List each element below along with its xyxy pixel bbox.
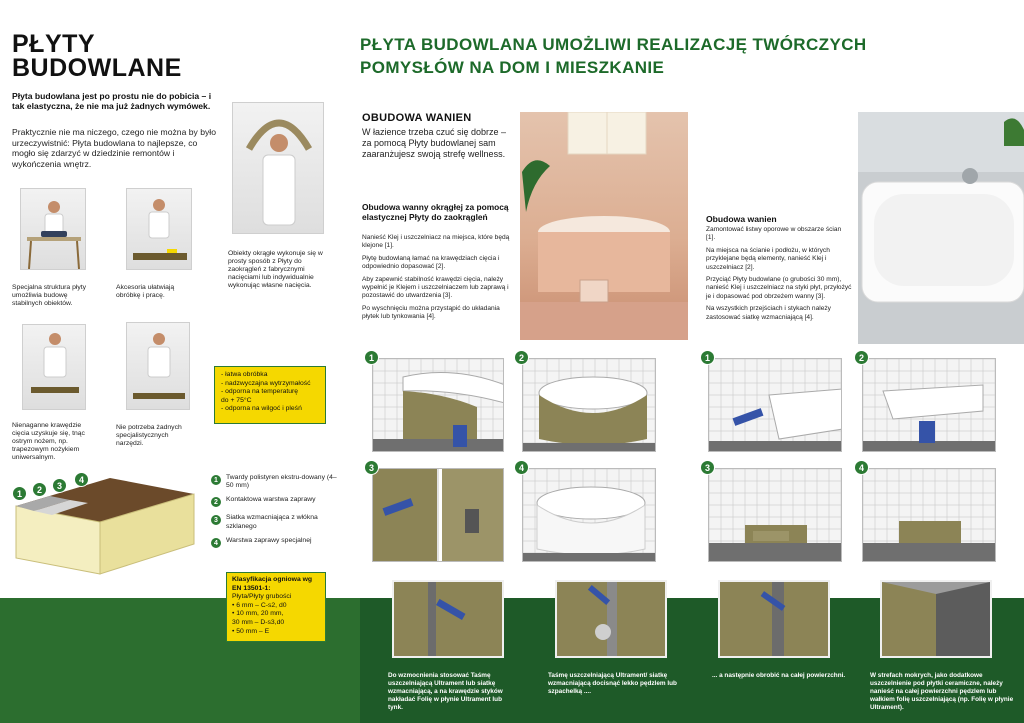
intro-body: Praktycznie nie ma niczego, czego nie można by było urzeczywistnić: Płyta budowlana to najlepsze, co mogło się zdarzyć w dziedzinie remontów i wykończenia wnętrz.: [12, 127, 216, 169]
legend-text-2: Kontaktowa warstwa zaprawy: [226, 496, 316, 504]
tub-step-3-image: [708, 468, 842, 562]
photo-accessories: [126, 188, 192, 270]
round-step-4-illustration: [523, 469, 656, 562]
features-box: [214, 366, 326, 424]
photo-board-structure: [20, 188, 86, 270]
legend-text-3: Siatka wzmacniająca z włókna szklanego: [226, 514, 318, 530]
tape-illustration: [394, 582, 502, 656]
feature-3: - odporna na temperaturę: [221, 388, 299, 396]
fire-class-title: Klasyfikacja ogniowa wg EN 13501-1:: [232, 576, 313, 592]
person-cutting-illustration: [23, 325, 86, 410]
tub-step-4-illustration: [863, 469, 996, 562]
legend-row: [210, 496, 340, 508]
legend-row: [210, 514, 340, 530]
round-step-3-image: [372, 468, 504, 562]
heading-line-1: PŁYTA BUDOWLANA UMOŻLIWI REALIZACJĘ TWÓRCZYCH: [360, 35, 867, 54]
tub-step-2-image: [862, 358, 996, 452]
tub-step-2-illustration: [863, 359, 996, 452]
photo-cutting: [22, 324, 86, 410]
bathroom-photo: [520, 112, 688, 340]
tub-step-4-image: [862, 468, 996, 562]
round-step-4-image: [522, 468, 656, 562]
title-line-1: PŁYTY: [12, 30, 96, 58]
feature-4: do + 75°C: [221, 396, 252, 404]
round-para-1: Nanieść Klej i uszczelniacz na miejsca, które będą klejone [1].: [362, 234, 510, 250]
fire-class-row-1: • 6 mm – C-s2, d0: [232, 601, 287, 609]
feature-2: - nadzwyczajna wytrzymałość: [221, 379, 311, 387]
page-title: [12, 32, 182, 80]
round-step-1-badge: 1: [364, 350, 379, 365]
sealing-illustration: [882, 582, 990, 656]
board-layers-diagram: [10, 470, 200, 580]
brush-illustration: [557, 582, 665, 656]
trowel-illustration: [720, 582, 828, 656]
round-step-4-badge: 4: [514, 460, 529, 475]
bathtub-photo: [858, 112, 1024, 344]
legend-badge-4: 4: [210, 537, 222, 549]
person-sitting-illustration: [21, 189, 86, 270]
tub-step-1-badge: 1: [700, 350, 715, 365]
round-step-1-image: [372, 358, 504, 452]
obudowa-text: W łazience trzeba czuć się dobrze – za pomocą Płyty budowlanej sam zaaranżujesz swoją strefę wellness.: [362, 127, 507, 159]
legend-badge-2: 2: [210, 496, 222, 508]
photo-round-board: [232, 102, 324, 234]
layer-badge-2: 2: [32, 482, 47, 497]
heading-line-2: POMYSŁÓW NA DOM I MIESZKANIE: [360, 58, 665, 77]
bottom-image-4: [880, 580, 992, 658]
photo-no-tools: [126, 322, 190, 410]
bottom-caption-4: W strefach mokrych, jako dodatkowe uszczelnienie pod płytki ceramiczne, należy nanieść na całej powierzchni pędzlem lub wałkiem folię uszczelniającą (np. Folię w płynie Ultrament).: [870, 672, 1014, 711]
legend-text-4: Warstwa zaprawy specjalnej: [226, 536, 312, 544]
round-step-2-badge: 2: [514, 350, 529, 365]
bottom-image-3: [718, 580, 830, 658]
wanien-para-4: Na wszystkich przejściach i stykach należy zastosować siatkę wzmacniającą [4].: [706, 305, 831, 321]
tub-step-3-illustration: [709, 469, 842, 562]
caption-accessories: Akcesoria ułatwiają obróbkę i pracę.: [116, 284, 175, 299]
legend-row: [210, 474, 340, 490]
round-step-2-image: [522, 358, 656, 452]
layer-badge-1: 1: [12, 486, 27, 501]
person-working-2-illustration: [127, 323, 190, 410]
round-para-3: Aby zapewnić stabilność krawędzi cięcia, należy wypełnić je Klejem i uszczelniaczem lub zaprawą i pozostawić do utwardzenia [3].: [362, 275, 509, 300]
layer-badge-4: 4: [74, 472, 89, 487]
bathtub-illustration: [858, 112, 1024, 344]
main-heading: [360, 33, 980, 79]
bottom-caption-3: ... a następnie obrobić na całej powierzchni.: [712, 672, 846, 679]
tub-step-4-badge: 4: [854, 460, 869, 475]
caption-cutting: Nienaganne krawędzie cięcia uzyskuje się, tnąc ostrym nożem, np. trapezowym nożykiem uniwersalnym.: [12, 422, 85, 461]
round-step-3-illustration: [373, 469, 504, 562]
bottom-caption-2: Taśmę uszczelniającą Ultrament/ siatkę wzmacniającą docisnąć lekko pędzlem lub szpachelką ....: [548, 672, 677, 695]
round-title: Obudowa wanny okrągłej za pomocą elastycznej Płyty do zaokrągleń: [362, 202, 509, 222]
round-board-illustration: [233, 103, 324, 234]
tub-step-3-badge: 3: [700, 460, 715, 475]
fire-class-row-4: • 50 mm – E: [232, 627, 270, 635]
bottom-caption-1: Do wzmocnienia stosować Taśmę uszczelniającą Ultrament lub siatkę wzmacniającą, a na krawędzie styków nakładać Folię w płynie Ultrament lub tynk.: [388, 672, 503, 711]
title-line-2: BUDOWLANE: [12, 54, 182, 82]
feature-5: - odporna na wilgoć i pleśń: [221, 405, 302, 413]
bottom-image-1: [392, 580, 504, 658]
round-step-1-illustration: [373, 359, 504, 452]
wanien-paragraphs: [706, 226, 852, 322]
caption-structure: Specjalna struktura płyty umożliwia budowę stabilnych obiektów.: [12, 284, 87, 307]
legend-badge-3: 3: [210, 514, 222, 526]
round-step-2-illustration: [523, 359, 656, 452]
bathroom-illustration: [520, 112, 688, 340]
fire-class-row-2: • 10 mm, 20 mm,: [232, 610, 284, 618]
fire-classification-box: [226, 572, 326, 642]
feature-1: - łatwa obróbka: [221, 371, 268, 378]
fire-class-row-3: 30 mm – D-s3,d0: [232, 618, 285, 626]
caption-round: Obiekty okrągłe wykonuje się w prosty sposób z Płyty do zaokrągleń z fabrycznymi nacięciami lub indywidualnie wykonując własne nacięcia.: [228, 250, 323, 289]
round-paragraphs: [362, 234, 512, 322]
wanien-para-2: Na miejsca na ścianie i podłożu, w których przyklejane będą elementy, nanieść Klej i uszczelniacz [2].: [706, 246, 830, 271]
legend-text-1: Twardy polistyren ekstru-dowany (4–50 mm): [226, 474, 337, 490]
intro-lead: Płyta budowlana jest po prostu nie do pobicia – i tak elastyczna, że nie ma już żadnych wymówek.: [12, 91, 212, 111]
wanien-para-3: Przyciąć Płyty budowlane (o grubości 30 mm), nanieść Klej i uszczelniacz na styki płyt, przyłożyć je i dopasować pod obrzeżem wanny [3].: [706, 276, 852, 300]
legend-badge-1: 1: [210, 474, 222, 486]
round-step-3-badge: 3: [364, 460, 379, 475]
wanien-para-1: Zamontować listwy oporowe w obszarze ścian [1].: [706, 226, 842, 242]
tub-step-1-image: [708, 358, 842, 452]
caption-no-tools: Nie potrzeba żadnych specjalistycznych narzędzi.: [116, 424, 182, 447]
wanien-title: Obudowa wanien: [706, 214, 777, 224]
person-working-illustration: [127, 189, 192, 270]
round-para-2: Płytę budowlaną łamać na krawędziach cięcia i odpowiednio dopasować [2].: [362, 254, 500, 271]
fire-class-subtitle: Płyta/Płyty grubości: [232, 593, 292, 601]
tub-step-1-illustration: [709, 359, 842, 452]
bottom-image-2: [555, 580, 667, 658]
layer-badge-3: 3: [52, 478, 67, 493]
round-para-4: Po wyschnięciu można przystąpić do układania płytek lub tynkowania [4].: [362, 304, 500, 321]
tub-step-2-badge: 2: [854, 350, 869, 365]
legend-row: [210, 537, 340, 549]
layers-legend: [210, 474, 340, 549]
obudowa-title: OBUDOWA WANIEN: [362, 112, 472, 124]
